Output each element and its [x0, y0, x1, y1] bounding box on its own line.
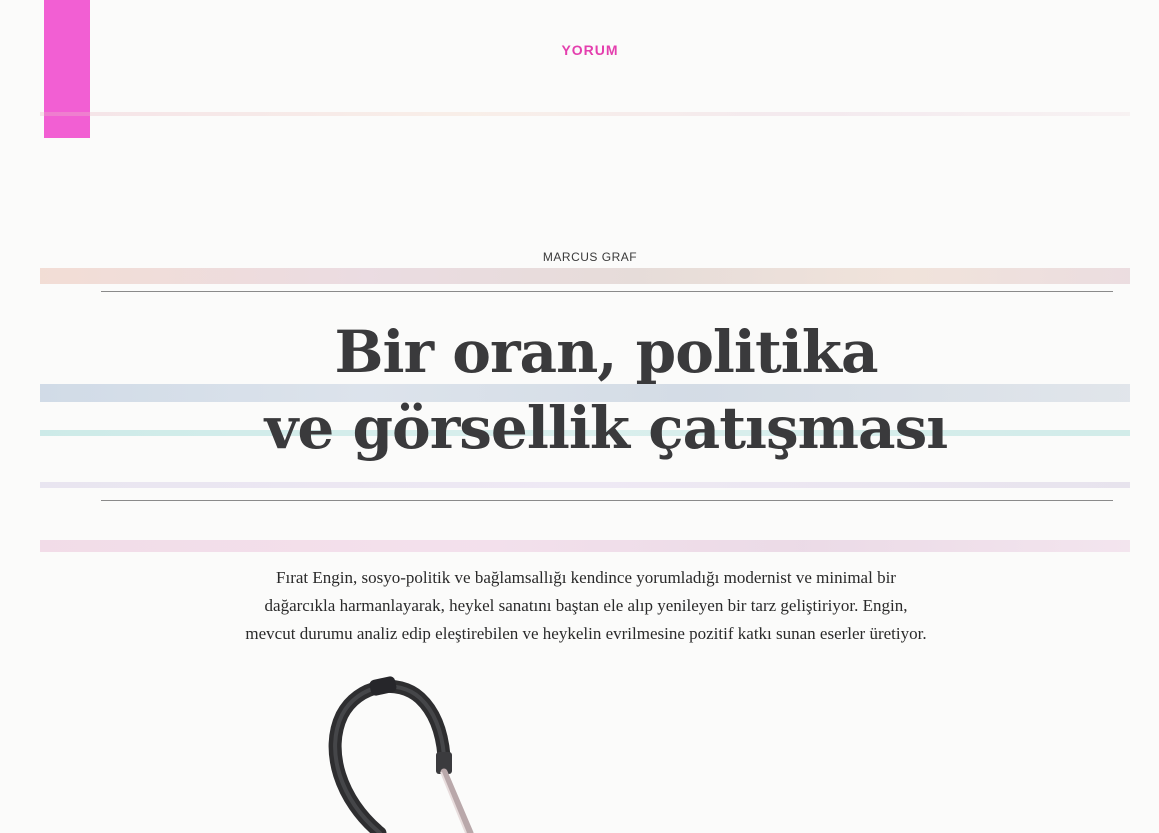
headline-line: Bir oran, politika	[334, 318, 878, 386]
scan-artifact-band	[40, 540, 1130, 552]
headline-top-rule	[101, 291, 1113, 292]
headline-line: ve görsellik çatışması	[264, 394, 948, 462]
headline-bottom-rule	[101, 500, 1113, 501]
article-headline	[0, 314, 1159, 466]
article-lead	[160, 564, 1012, 648]
author-byline: MARCUS GRAF	[542, 250, 638, 264]
section-color-tab	[44, 0, 90, 138]
lead-line: dağarcıkla harmanlayarak, heykel sanatını baştan ele alıp yenileyen bir tarz geliştiriyor. Engin,	[264, 596, 908, 615]
scan-artifact-band	[40, 268, 1130, 284]
lead-line: Fırat Engin, sosyo-politik ve bağlamsallığı kendince yorumladığı modernist ve minimal bir	[276, 568, 896, 587]
scan-artifact-band	[40, 482, 1130, 488]
scan-artifact-band	[40, 112, 1130, 116]
sculpture-photo	[320, 670, 500, 833]
lead-line: mevcut durumu analiz edip eleştirebilen ve heykelin evrilmesine pozitif katkı sunan eserler üretiyor.	[245, 624, 927, 643]
section-label: YORUM	[561, 42, 619, 58]
